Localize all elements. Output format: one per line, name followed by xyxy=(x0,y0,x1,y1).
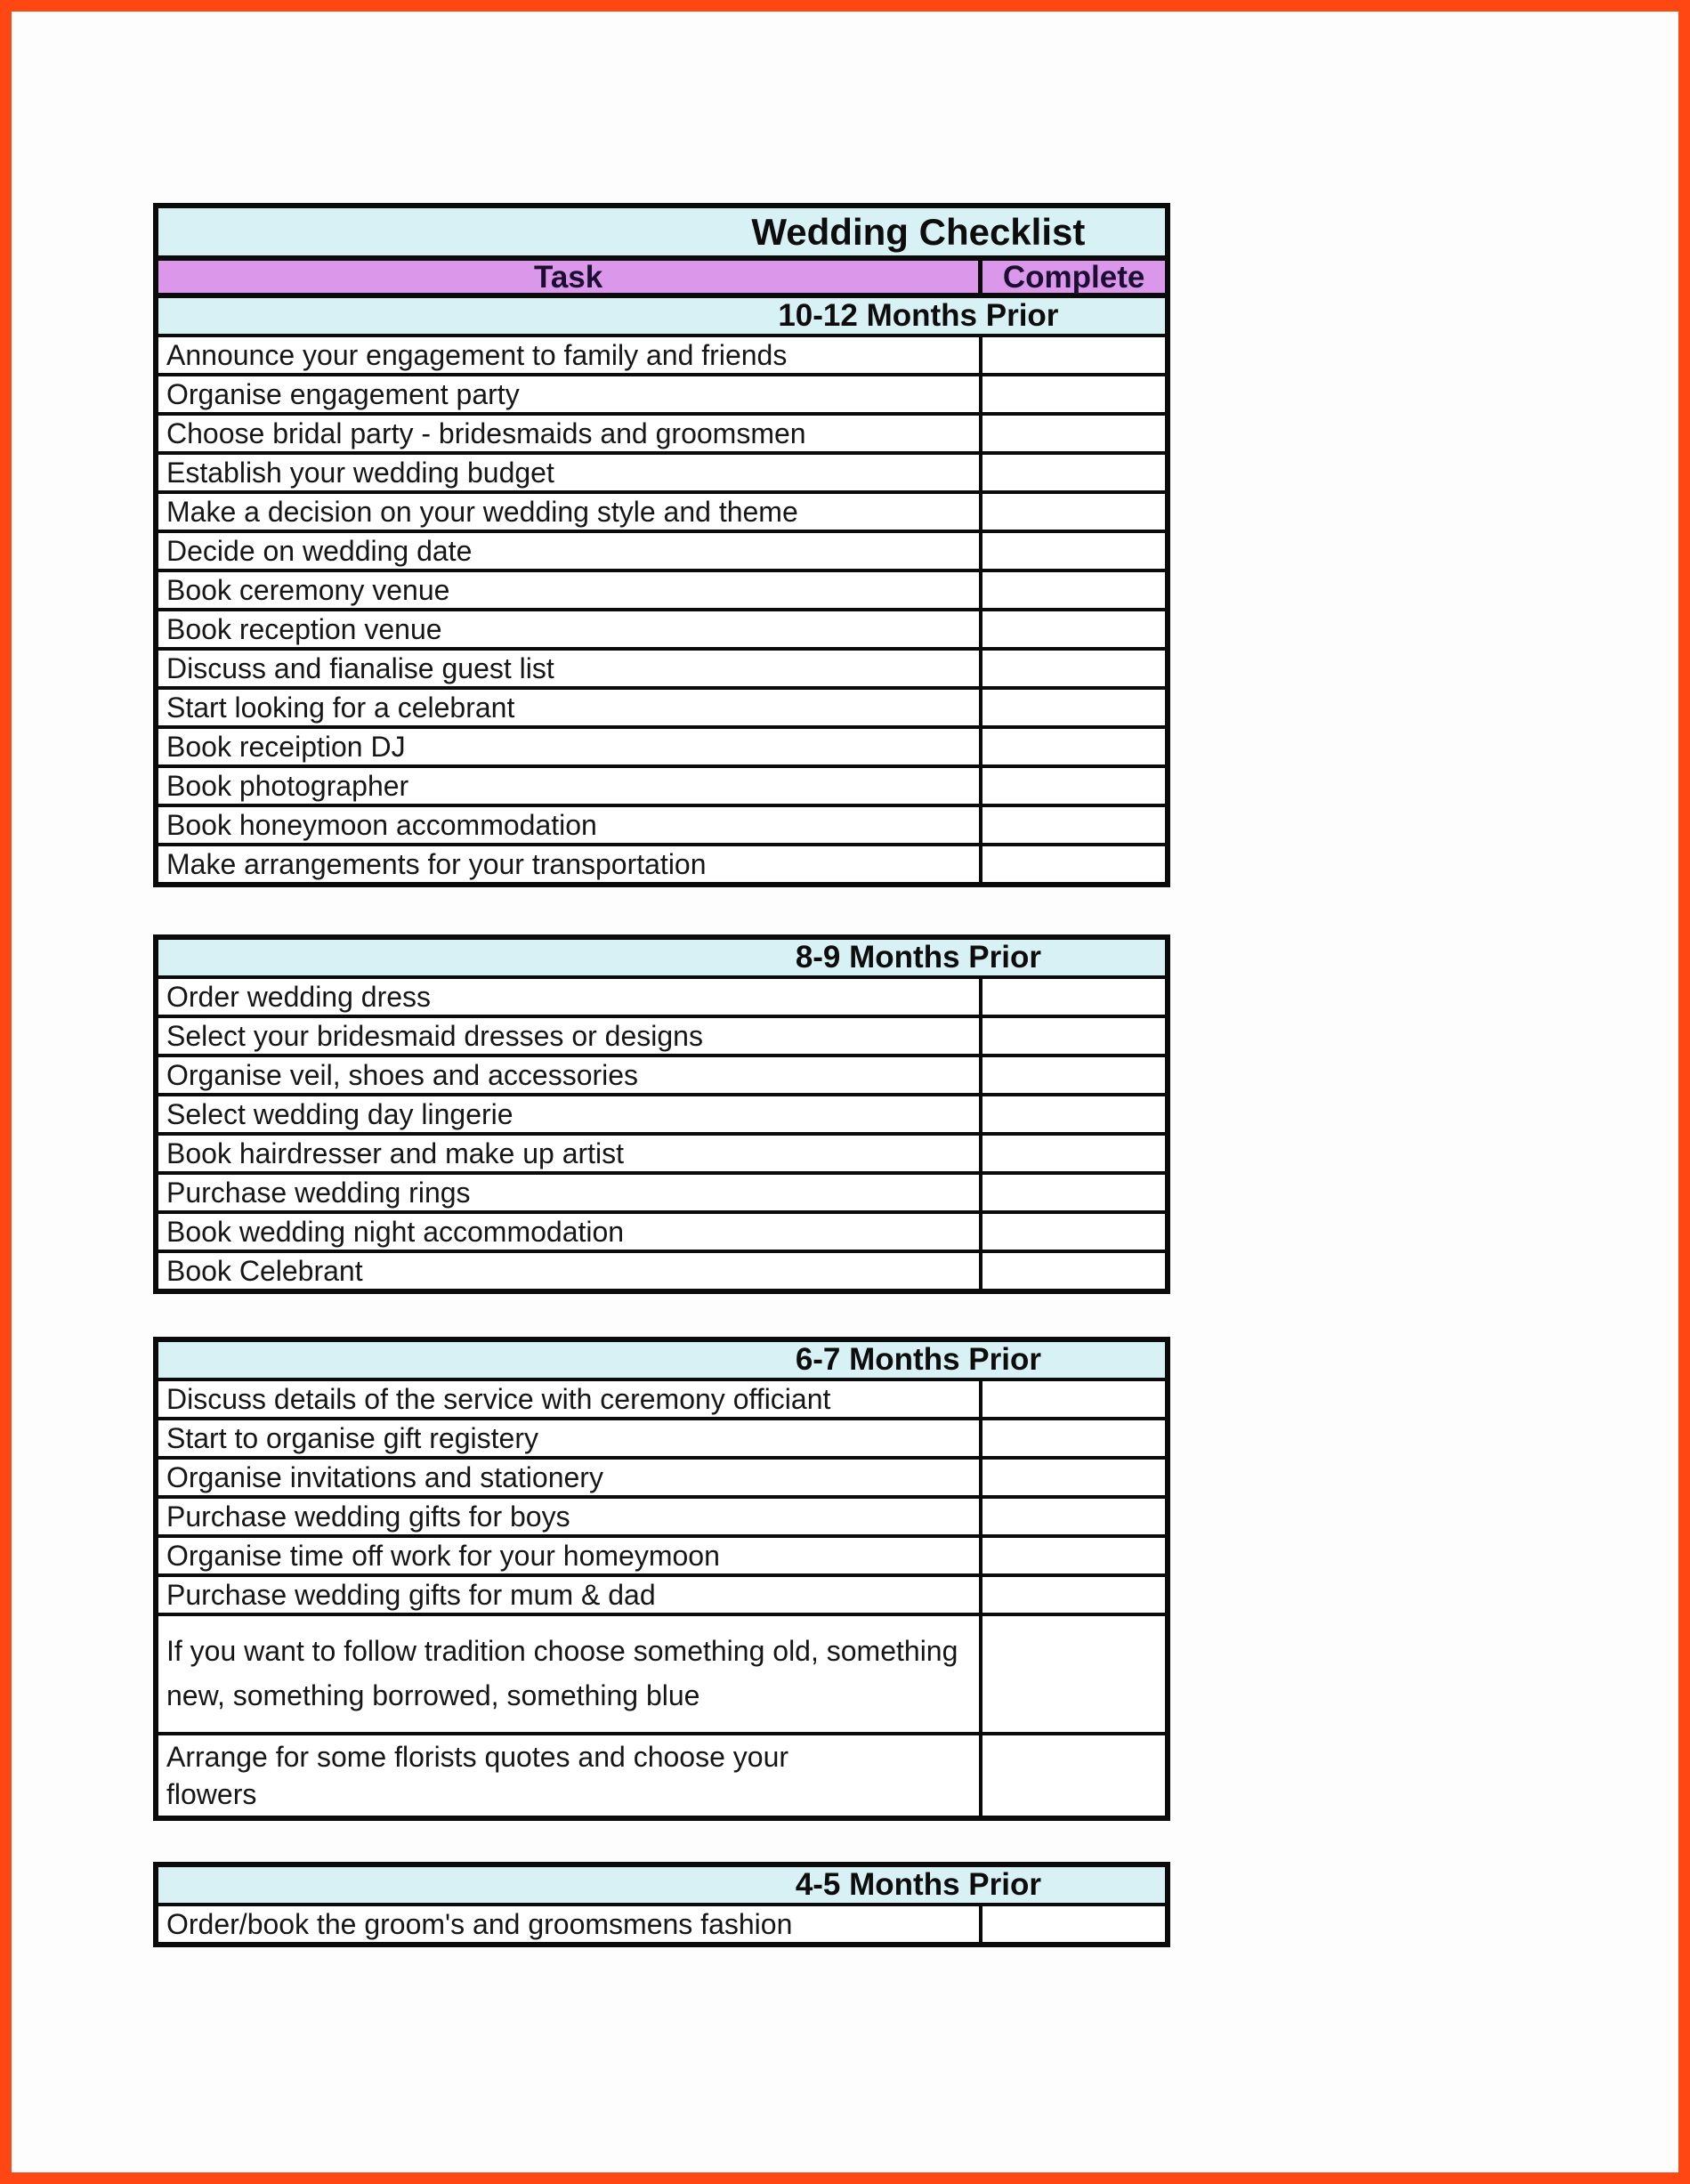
task-row xyxy=(158,975,1165,1015)
complete-cell xyxy=(982,1057,1165,1093)
checklist-table xyxy=(153,203,1170,1947)
complete-cell xyxy=(982,1381,1165,1417)
task-label: Book honeymoon accommodation xyxy=(166,808,597,841)
complete-cell xyxy=(982,1577,1165,1613)
task-row xyxy=(158,451,1165,490)
task-cell xyxy=(158,1381,982,1417)
task-cell xyxy=(158,1499,982,1534)
complete-cell xyxy=(982,1253,1165,1289)
task-label: Choose bridal party - bridesmaids and groomsmen xyxy=(166,417,806,449)
task-label: Decide on wedding date xyxy=(166,534,473,567)
complete-cell xyxy=(982,533,1165,569)
task-label: Book reception venue xyxy=(166,612,442,645)
complete-cell xyxy=(982,572,1165,608)
task-label: Make arrangements for your transportation xyxy=(166,847,707,880)
task-cell xyxy=(158,376,982,412)
task-label: Discuss details of the service with ceremony officiant xyxy=(166,1382,831,1415)
complete-cell xyxy=(982,611,1165,647)
task-label: Purchase wedding gifts for boys xyxy=(166,1500,570,1533)
task-label: Organise engagement party xyxy=(166,377,520,410)
task-cell xyxy=(158,768,982,804)
task-row xyxy=(158,1054,1165,1093)
task-row xyxy=(158,1132,1165,1171)
task-row xyxy=(158,530,1165,569)
complete-cell xyxy=(982,807,1165,843)
section-heading: 8-9 Months Prior xyxy=(795,940,1041,975)
task-label: Organise time off work for your homeymoon xyxy=(166,1539,720,1572)
task-label: If you want to follow tradition choose something old, something new, something borrowed, something blue xyxy=(166,1635,958,1711)
complete-cell xyxy=(982,416,1165,451)
sheet-title-row xyxy=(158,208,1165,255)
task-label: Book Celebrant xyxy=(166,1254,363,1287)
task-row xyxy=(158,1613,1165,1732)
complete-cell xyxy=(982,979,1165,1015)
task-row xyxy=(158,843,1165,882)
task-cell xyxy=(158,611,982,647)
task-column-header: Task xyxy=(534,259,603,295)
task-row xyxy=(158,725,1165,764)
task-label: Discuss and fianalise guest list xyxy=(166,651,554,684)
complete-column-header-cell xyxy=(982,261,1165,293)
complete-cell xyxy=(982,1735,1165,1816)
task-row xyxy=(158,1417,1165,1456)
checklist-section xyxy=(153,203,1170,887)
task-label: Organise veil, shoes and accessories xyxy=(166,1058,639,1091)
task-cell xyxy=(158,1253,982,1289)
complete-cell xyxy=(982,337,1165,373)
section-heading-row xyxy=(158,298,1165,334)
task-row xyxy=(158,1378,1165,1417)
task-row xyxy=(158,373,1165,412)
task-cell xyxy=(158,1175,982,1210)
task-label: Purchase wedding rings xyxy=(166,1176,471,1209)
task-row xyxy=(158,764,1165,804)
complete-cell xyxy=(982,846,1165,882)
task-cell xyxy=(158,651,982,686)
task-cell xyxy=(158,690,982,725)
task-cell xyxy=(158,572,982,608)
task-row xyxy=(158,1171,1165,1210)
task-cell xyxy=(158,494,982,530)
complete-cell xyxy=(982,494,1165,530)
task-cell xyxy=(158,729,982,764)
section-heading: 4-5 Months Prior xyxy=(795,1867,1041,1902)
task-label: Book wedding night accommodation xyxy=(166,1215,625,1248)
task-cell xyxy=(158,1057,982,1093)
task-cell xyxy=(158,533,982,569)
task-row xyxy=(158,1250,1165,1289)
complete-cell xyxy=(982,1499,1165,1534)
checklist-section xyxy=(153,934,1170,1294)
complete-cell xyxy=(982,1136,1165,1171)
task-row xyxy=(158,1732,1165,1816)
task-row xyxy=(158,686,1165,725)
task-cell xyxy=(158,1906,982,1942)
complete-cell xyxy=(982,376,1165,412)
task-row xyxy=(158,647,1165,686)
complete-cell xyxy=(982,1175,1165,1210)
section-heading: 6-7 Months Prior xyxy=(795,1342,1041,1377)
section-heading-row xyxy=(158,1867,1165,1903)
task-cell xyxy=(158,416,982,451)
task-cell xyxy=(158,1420,982,1456)
task-row xyxy=(158,1093,1165,1132)
checklist-section xyxy=(153,1337,1170,1821)
task-cell xyxy=(158,1460,982,1495)
task-cell xyxy=(158,1096,982,1132)
task-cell xyxy=(158,1136,982,1171)
task-label: Make a decision on your wedding style and theme xyxy=(166,495,798,528)
task-row xyxy=(158,1495,1165,1534)
task-row xyxy=(158,334,1165,373)
task-row xyxy=(158,1573,1165,1613)
task-label: Select your bridesmaid dresses or designs xyxy=(166,1019,703,1052)
complete-cell xyxy=(982,1538,1165,1573)
complete-column-header: Complete xyxy=(1002,259,1145,295)
task-cell xyxy=(158,807,982,843)
complete-cell xyxy=(982,455,1165,490)
column-header-row xyxy=(158,255,1165,298)
complete-cell xyxy=(982,651,1165,686)
task-cell xyxy=(158,846,982,882)
task-label: Start to organise gift registery xyxy=(166,1421,538,1454)
task-label: Organise invitations and stationery xyxy=(166,1460,603,1493)
task-row xyxy=(158,490,1165,530)
task-label: Book receiption DJ xyxy=(166,730,406,763)
task-label: Order wedding dress xyxy=(166,980,432,1013)
task-row xyxy=(158,1903,1165,1942)
task-row xyxy=(158,569,1165,608)
task-label: Order/book the groom's and groomsmens fashion xyxy=(166,1907,793,1940)
task-row xyxy=(158,1210,1165,1250)
task-cell xyxy=(158,1018,982,1054)
task-label: Book ceremony venue xyxy=(166,573,450,606)
task-cell xyxy=(158,1214,982,1250)
complete-cell xyxy=(982,1214,1165,1250)
task-label: Select wedding day lingerie xyxy=(166,1097,513,1130)
complete-cell xyxy=(982,1616,1165,1732)
task-row xyxy=(158,1534,1165,1573)
complete-cell xyxy=(982,768,1165,804)
page-title: Wedding Checklist xyxy=(751,210,1086,253)
task-column-header-cell xyxy=(158,261,982,293)
task-label: Purchase wedding gifts for mum & dad xyxy=(166,1578,656,1611)
task-cell xyxy=(158,337,982,373)
complete-cell xyxy=(982,1096,1165,1132)
task-cell xyxy=(158,1577,982,1613)
task-row xyxy=(158,608,1165,647)
section-heading-row xyxy=(158,1342,1165,1378)
complete-cell xyxy=(982,1460,1165,1495)
task-label: Book photographer xyxy=(166,769,409,802)
task-cell xyxy=(158,455,982,490)
spreadsheet xyxy=(153,203,1170,1947)
task-label: Arrange for some florists quotes and choose your flowers xyxy=(166,1740,789,1810)
task-row xyxy=(158,412,1165,451)
task-cell xyxy=(158,1735,982,1816)
complete-cell xyxy=(982,1420,1165,1456)
section-heading: 10-12 Months Prior xyxy=(778,298,1059,333)
section-heading-row xyxy=(158,940,1165,975)
complete-cell xyxy=(982,1018,1165,1054)
task-row xyxy=(158,1456,1165,1495)
complete-cell xyxy=(982,690,1165,725)
task-cell xyxy=(158,1538,982,1573)
task-cell xyxy=(158,1616,982,1732)
task-label: Announce your engagement to family and friends xyxy=(166,338,788,371)
task-cell xyxy=(158,979,982,1015)
checklist-section xyxy=(153,1862,1170,1947)
task-label: Start looking for a celebrant xyxy=(166,691,515,724)
complete-cell xyxy=(982,729,1165,764)
task-label: Establish your wedding budget xyxy=(166,456,554,489)
task-row xyxy=(158,1015,1165,1054)
complete-cell xyxy=(982,1906,1165,1942)
task-row xyxy=(158,804,1165,843)
task-label: Book hairdresser and make up artist xyxy=(166,1136,625,1169)
